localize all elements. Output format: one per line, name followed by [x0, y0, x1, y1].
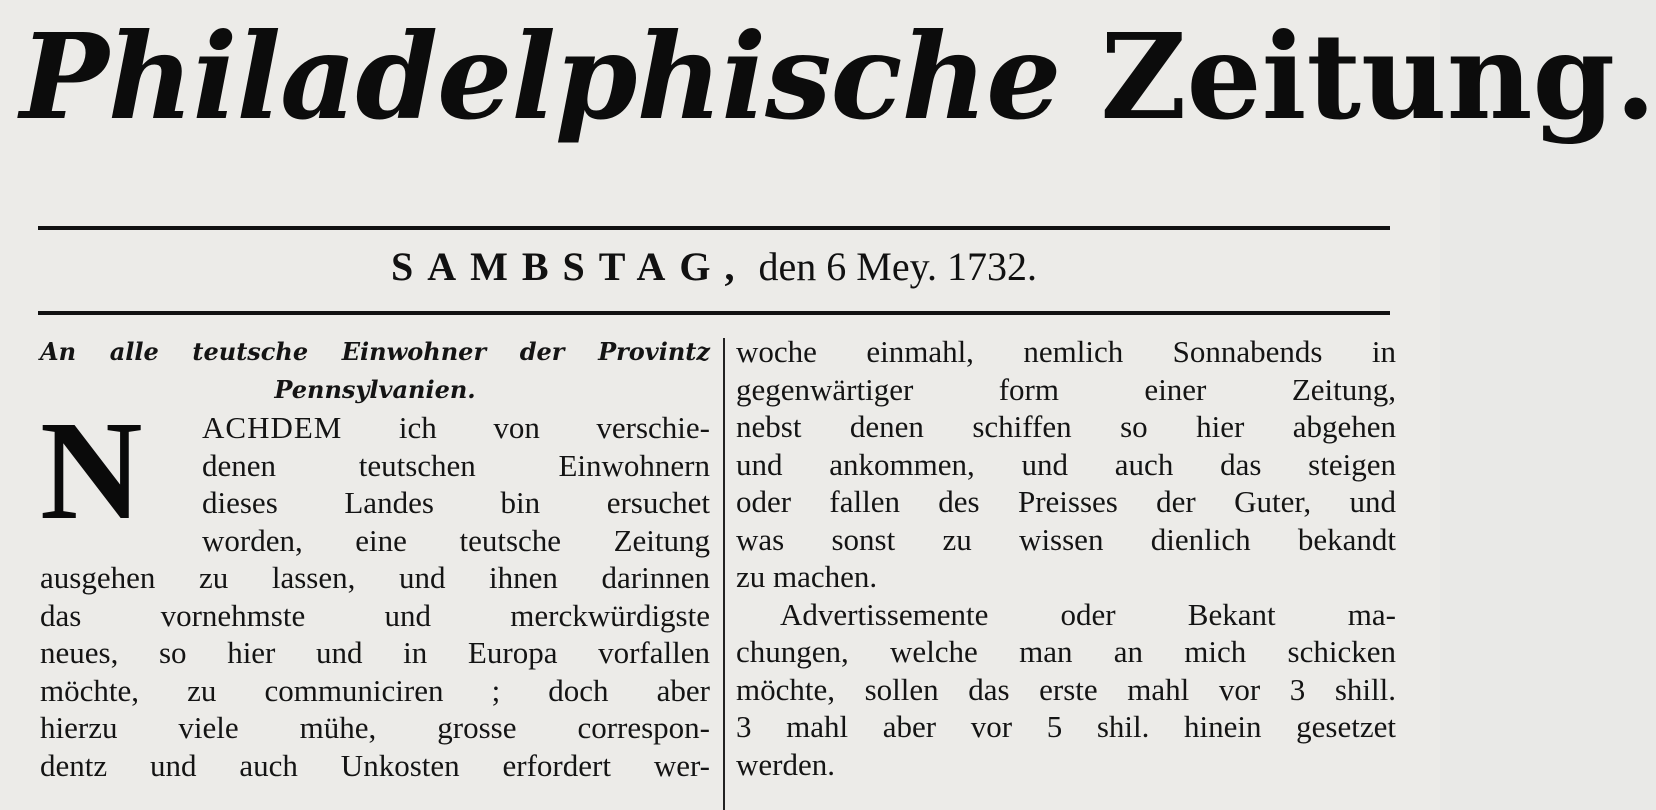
- masthead-italic: Philadelphische: [20, 7, 1061, 146]
- notice-heading-line1: An alle teutsche Einwohner der Provintz: [40, 337, 710, 366]
- text-line: möchte, zu communiciren ; doch aber: [40, 672, 710, 708]
- advert-line: 3 mahl aber vor 5 shil. hinein gesetzet: [736, 709, 1396, 744]
- advert-line: werden.: [736, 746, 835, 782]
- cap-line-3: dieses Landes bin ersuchet: [202, 485, 710, 520]
- masthead-upright: Zeitung.: [1100, 7, 1656, 146]
- drop-cap: N: [40, 391, 143, 549]
- masthead-title: [20, 7, 1656, 146]
- text-line: dentz und auch Unkosten erfordert wer-: [40, 747, 710, 783]
- text-line: oder fallen des Preisses der Guter, und: [736, 484, 1396, 519]
- text-line: woche einmahl, nemlich Sonnabends in: [736, 334, 1396, 369]
- dateline: [38, 240, 1390, 294]
- text-line: und ankommen, und auch das steigen: [736, 446, 1396, 482]
- cap-line-2: denen teutschen Einwohnern: [202, 447, 710, 483]
- dateline-day: SAMBSTAG,: [390, 244, 749, 289]
- notice-heading-line2: Pennsylvanien.: [274, 375, 476, 404]
- text-line: nebst denen schiffen so hier abgehen: [736, 409, 1396, 444]
- left-column: [40, 333, 710, 784]
- cap-line-4: worden, eine teutsche Zeitung: [202, 522, 710, 558]
- opening-paragraph: [40, 391, 710, 784]
- column-divider: [723, 338, 725, 810]
- text-line: gegenwärtiger form einer Zeitung,: [736, 371, 1396, 407]
- cap-line-1-text: ich von verschie-: [398, 410, 710, 445]
- text-line: zu machen.: [736, 559, 878, 594]
- top-rule: [38, 226, 1390, 230]
- dateline-date: den 6 Mey. 1732.: [758, 244, 1037, 289]
- advert-line: chungen, welche man an mich schicken: [736, 634, 1396, 669]
- bottom-rule: [38, 311, 1390, 315]
- text-line: neues, so hier und in Europa vorfallen: [40, 635, 710, 670]
- first-word: ACHDEM: [202, 410, 343, 445]
- text-line: was sonst zu wissen dienlich bekandt: [736, 521, 1396, 557]
- text-line: ausgehen zu lassen, und ihnen darinnen: [40, 560, 710, 595]
- advert-line: Advertissemente oder Bekant ma-: [780, 596, 1396, 632]
- right-column: [736, 333, 1396, 783]
- text-line: das vornehmste und merckwürdigste: [40, 597, 710, 633]
- text-line: hierzu viele mühe, grosse correspon-: [40, 710, 710, 745]
- advert-line: möchte, sollen das erste mahl vor 3 shill.: [736, 671, 1396, 707]
